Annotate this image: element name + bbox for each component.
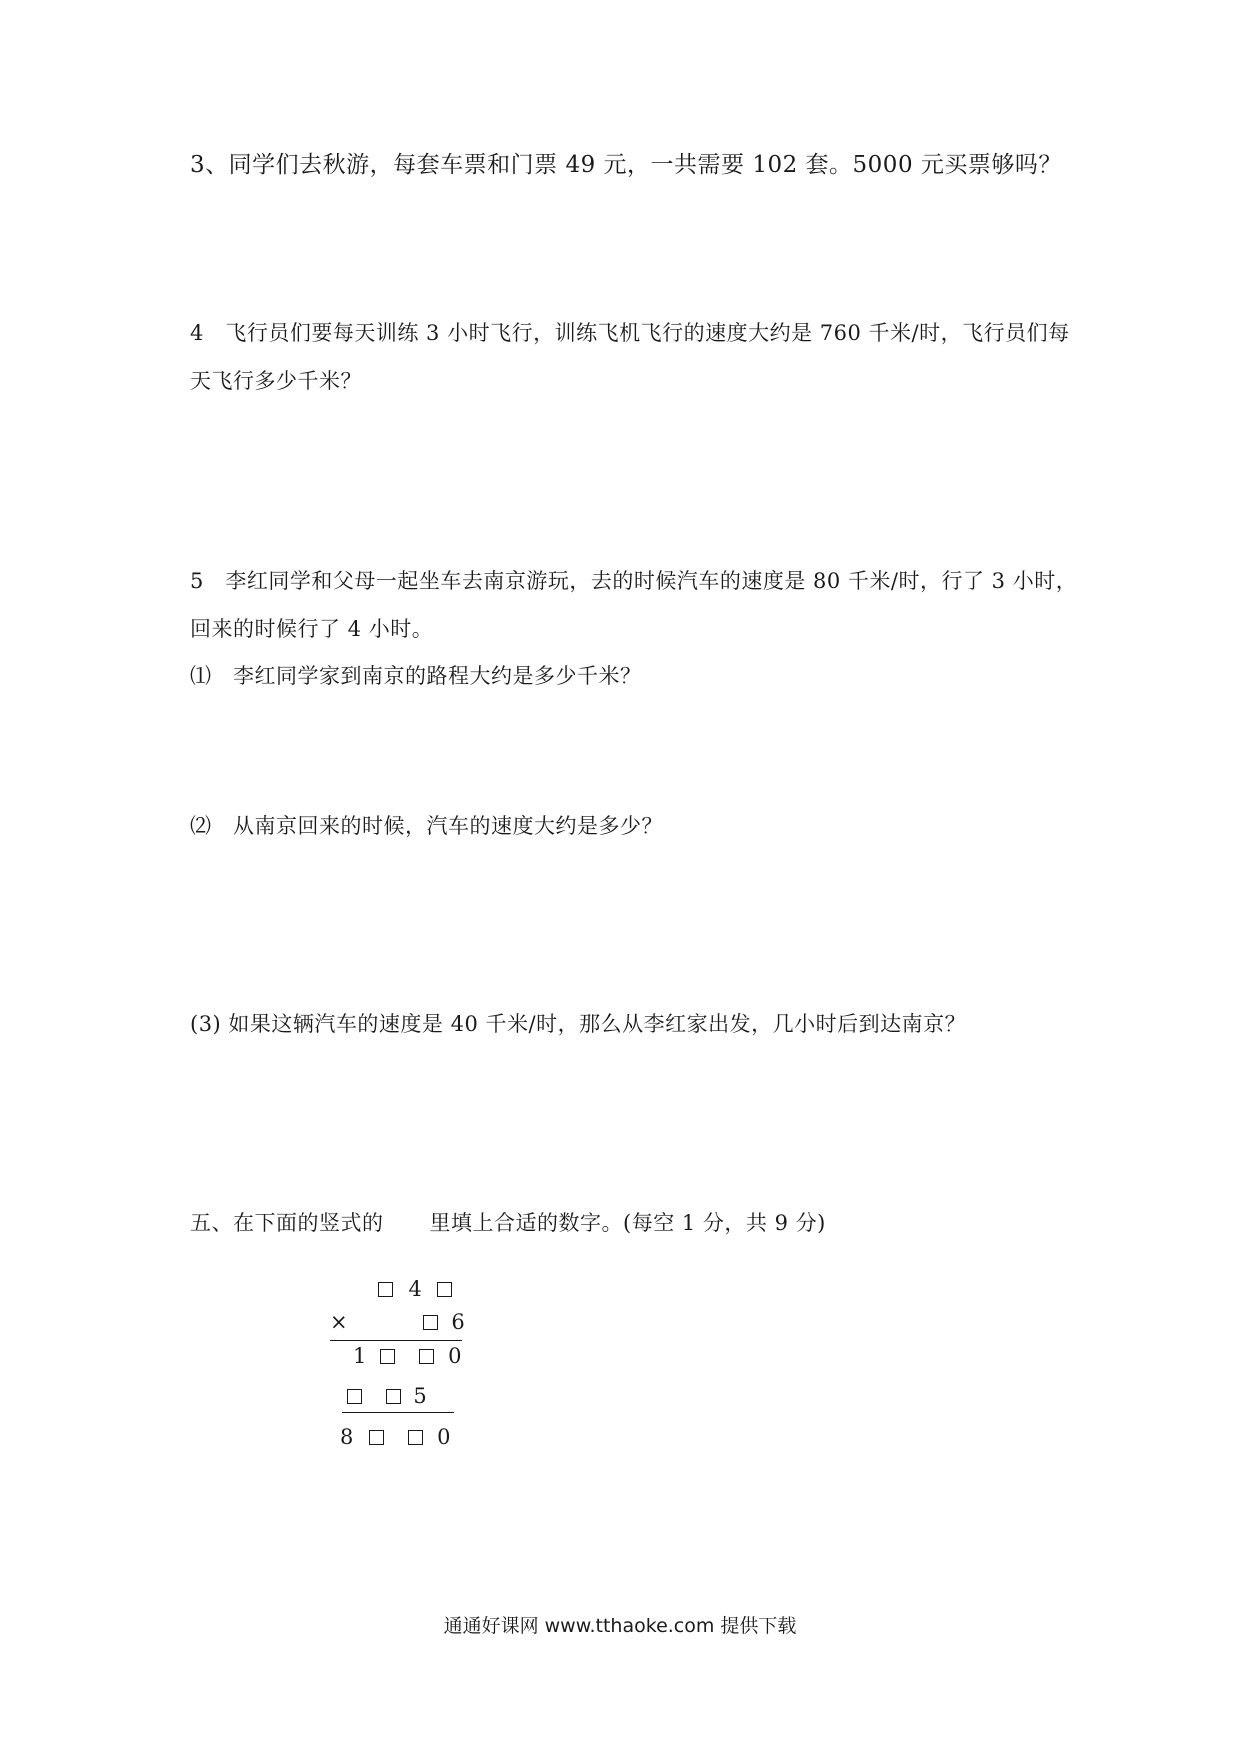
blank-box[interactable]: [423, 1315, 438, 1330]
blank-box[interactable]: [419, 1349, 434, 1364]
blank-box[interactable]: [369, 1430, 384, 1445]
section-5-title-part-2: 里填上合适的数字。(每空 1 分，共 9 分): [429, 1211, 826, 1235]
vertical-row-5: [340, 1424, 458, 1450]
digit: 5: [413, 1384, 427, 1408]
blank-box[interactable]: [437, 1282, 452, 1297]
blank-box[interactable]: [378, 1282, 393, 1297]
multiply-sign: ×: [330, 1310, 348, 1334]
digit: 8: [340, 1425, 354, 1449]
blank-box[interactable]: [380, 1349, 395, 1364]
question-4-line-2: 天飞行多少千米？: [190, 369, 362, 393]
vertical-row-2: [330, 1309, 471, 1335]
blank-box[interactable]: [408, 1430, 423, 1445]
vertical-row-3: [353, 1343, 469, 1369]
blank-box[interactable]: [347, 1389, 362, 1404]
question-4-line-1: 4 飞行员们要每天训练 3 小时飞行，训练飞机飞行的速度大约是 760 千米/时，飞行员们每: [190, 321, 1070, 345]
digit: 1: [353, 1344, 367, 1368]
question-3: 3、同学们去秋游，每套车票和门票 49 元，一共需要 102 套。5000 元买票够吗？: [190, 152, 1062, 178]
digit: 4: [408, 1277, 422, 1301]
vertical-row-4: [347, 1383, 432, 1409]
question-5-sub-3: (3) 如果这辆汽车的速度是 40 千米/时，那么从李红家出发，几小时后到达南京？: [190, 1012, 967, 1036]
question-5-sub-2: ⑵ 从南京回来的时候，汽车的速度大约是多少？: [190, 814, 663, 838]
footer-source: 通通好课网 www.tthaoke.com 提供下载: [443, 1615, 797, 1637]
question-5-line-1: 5 李红同学和父母一起坐车去南京游玩，去的时候汽车的速度是 80 千米/时，行了 3 小时，: [190, 569, 1078, 593]
section-5-title: [190, 1208, 826, 1238]
section-5-title-part-1: 五、在下面的竖式的: [190, 1211, 384, 1235]
digit: 0: [437, 1425, 451, 1449]
blank-box[interactable]: [386, 1389, 401, 1404]
digit: 0: [448, 1344, 462, 1368]
question-5-sub-1: ⑴ 李红同学家到南京的路程大约是多少千米？: [190, 664, 642, 688]
digit: 6: [451, 1310, 465, 1334]
sum-line: [342, 1412, 454, 1413]
question-5-line-2: 回来的时候行了 4 小时。: [190, 617, 434, 641]
product-line: [330, 1340, 462, 1341]
vertical-row-1: [378, 1276, 452, 1302]
